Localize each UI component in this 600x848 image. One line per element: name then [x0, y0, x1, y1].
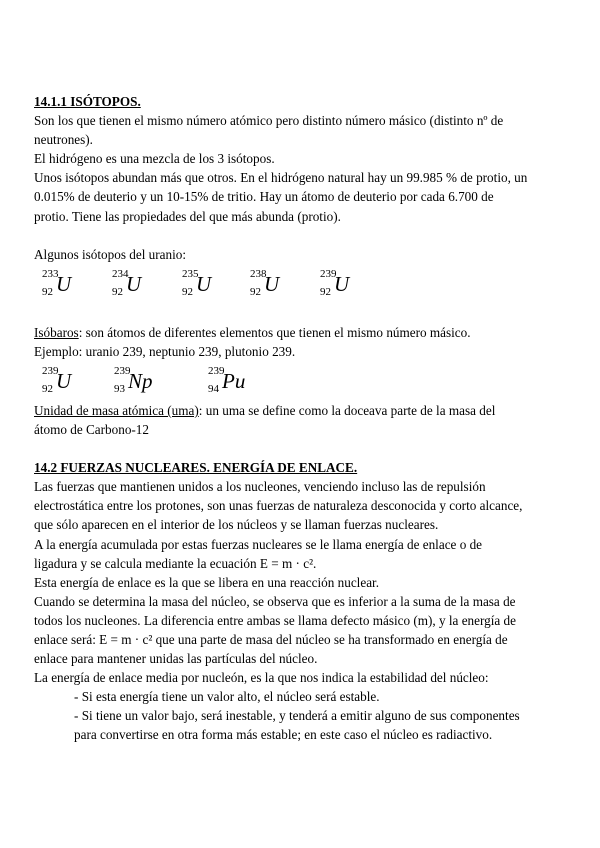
abundance-line3: protio. Tiene las propiedades del que más abunda (protio). [34, 208, 341, 224]
uma-term: Unidad de masa atómica (uma) [34, 402, 199, 418]
abundance-line1: Unos isótopos abundan más que otros. En el hidrógeno natural hay un 99.985 % de protio, un [34, 170, 528, 186]
mass-number: 239 [208, 364, 225, 377]
atomic-number: 92 [42, 285, 53, 298]
abundance-line2: 0.015% de deuterio y un 10-15% de tritio. Hay un átomo de deuterio por cada 6.700 de [34, 189, 494, 205]
uranium-isotope-row [34, 268, 564, 302]
isotope-notation [200, 365, 280, 399]
forces-line2: electrostática entre los protones, son unas fuerzas de naturaleza desconocida y corto alcance, [34, 498, 523, 514]
uma-def-text: : un uma se define como la doceava parte de la masa del [198, 402, 496, 418]
list-item: - Si tiene un valor bajo, será inestable, y tenderá a emitir alguno de sus componentes [74, 708, 520, 724]
uma-definition [34, 401, 564, 420]
section-heading-isotopes: 14.1.1 ISÓTOPOS. [34, 94, 141, 109]
binding-energy-line2: ligadura y se calcula mediante la ecuación E = m · c². [34, 555, 317, 571]
atomic-number: 93 [114, 382, 125, 395]
isobar-row [34, 365, 564, 399]
isobar-term: Isóbaros [34, 324, 79, 340]
mass-number: 239 [114, 364, 131, 377]
forces-line3: que sólo aparecen en el interior de los núcleos y se llaman fuerzas nucleares. [34, 517, 439, 533]
mass-number: 238 [250, 267, 267, 280]
isotope-definition-line1: Son los que tienen el mismo número atómico pero distinto número másico (distinto nº de [34, 113, 504, 129]
element-symbol: U [334, 271, 350, 296]
isotope-notation [312, 268, 372, 302]
element-symbol: Np [128, 368, 153, 393]
mass-number: 233 [42, 267, 59, 280]
mass-number: 239 [42, 364, 59, 377]
list-item-continuation: para convertirse en otra forma más estable; en este caso el núcleo es radiactivo. [74, 727, 493, 743]
element-symbol: U [196, 271, 212, 296]
isotope-notation [242, 268, 312, 302]
isotope-notation [104, 268, 174, 302]
atomic-number: 92 [182, 285, 193, 298]
isobar-def-text: : son átomos de diferentes elementos que tienen el mismo número másico. [78, 324, 471, 340]
mass-defect-line3: enlace será: E = m · c² que una parte de masa del núcleo se ha transformado en energía de [34, 631, 508, 647]
document-page [34, 92, 564, 745]
atomic-number: 92 [42, 382, 53, 395]
isotope-notation [34, 268, 104, 302]
mass-defect-line2: todos los nucleones. La diferencia entre ambas se llama defecto másico (m), y la energía de [34, 612, 517, 628]
mass-number: 239 [320, 267, 337, 280]
atomic-number: 94 [208, 382, 219, 395]
binding-energy-line1: A la energía acumulada por estas fuerzas nucleares se le llama energía de enlace o de [34, 536, 483, 552]
element-symbol: U [126, 271, 142, 296]
mass-defect-line4: enlace para mantener unidas las partículas del núcleo. [34, 651, 318, 667]
list-item: - Si esta energía tiene un valor alto, el núcleo será estable. [74, 689, 380, 705]
element-symbol: U [56, 271, 72, 296]
forces-line1: Las fuerzas que mantienen unidos a los nucleones, venciendo incluso las de repulsión [34, 479, 486, 495]
isotope-definition-line2: neutrones). [34, 132, 93, 148]
element-symbol: Pu [222, 368, 246, 393]
mass-defect-line1: Cuando se determina la masa del núcleo, se observa que es inferior a la suma de la masa de [34, 593, 516, 609]
isobar-definition [34, 323, 564, 342]
energy-release: Esta energía de enlace es la que se libera en una reacción nuclear. [34, 574, 380, 590]
atomic-number: 92 [112, 285, 123, 298]
uranium-intro: Algunos isótopos del uranio: [34, 246, 187, 262]
stability-intro: La energía de enlace media por nucleón, es la que nos indica la estabilidad del núcleo: [34, 670, 489, 686]
element-symbol: U [56, 368, 72, 393]
mass-number: 234 [112, 267, 129, 280]
isotope-notation [174, 268, 242, 302]
isotope-notation [34, 365, 106, 399]
atomic-number: 92 [320, 285, 331, 298]
isobar-example: Ejemplo: uranio 239, neptunio 239, plutonio 239. [34, 343, 296, 359]
mass-number: 235 [182, 267, 199, 280]
element-symbol: U [264, 271, 280, 296]
section-heading-nuclear-forces: 14.2 FUERZAS NUCLEARES. ENERGÍA DE ENLACE. [34, 460, 358, 476]
uma-definition-line2: átomo de Carbono-12 [34, 422, 149, 438]
atomic-number: 92 [250, 285, 261, 298]
isotope-notation [106, 365, 200, 399]
hydrogen-statement: El hidrógeno es una mezcla de los 3 isótopos. [34, 151, 275, 167]
